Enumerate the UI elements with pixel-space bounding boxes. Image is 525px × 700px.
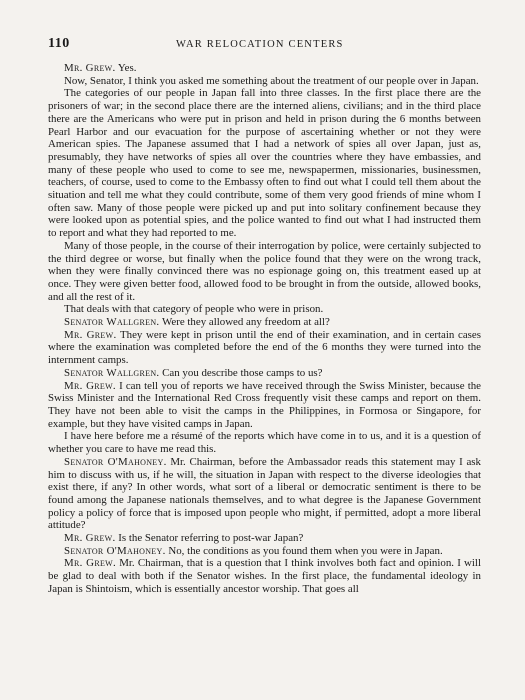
paragraph-text: Now, Senator, I think you asked me something about the treatment of our people over in Japan. [64, 74, 479, 87]
document-body [48, 62, 481, 596]
speaker: Mr. Grew. [64, 379, 116, 392]
speaker: Senator Wallgren. [64, 316, 160, 329]
speaker: Senator Wallgren. [64, 366, 160, 379]
paragraph [48, 367, 481, 380]
speaker: Mr. Grew. [64, 557, 117, 570]
paragraph [48, 456, 481, 532]
paragraph-text: I have here before me a résumé of the reports which have come in to us, and it is a question of whether you care to have me read this. [48, 430, 481, 456]
paragraph-text: The categories of our people in Japan fall into three classes. In the first place there are the prisoners of war; in the second place there are the interned aliens, civilians; and in the third place there are the Americans who were put in prison and held in prison during the 6 months between Pearl Harbor and our evacuation for the purpose of ascertaining whether or not they were American spies. The Japanese assumed that I had a network of spies all over Japan, just as, presumably, they have networks of spies all over the countries where they have embassies, and many of these people who used to come to see me, newspapermen, missionaries, businessmen, teachers, of course, used to come to the Embassy often to find out what I could tell them about the situation and tell me what they could contribute, some of them very good friends of mine whom I often saw. Many of those people were picked up and put into solitary confinement because they were looked upon as potential spies, and the police wanted to find out what I had instructed them to report and what they had reported to me. [48, 87, 481, 240]
speaker: Senator O'Mahoney. [64, 544, 166, 557]
paragraph [48, 557, 481, 595]
paragraph [48, 532, 481, 545]
paragraph [48, 87, 481, 239]
paragraph [48, 545, 481, 558]
paragraph-text: That deals with that category of people who were in prison. [64, 303, 324, 316]
paragraph-text: They were kept in prison until the end of their examination, and in certain cases where the examination was completed before the end of the 6 months they were turned into the internment camps. [48, 328, 481, 367]
speaker: Mr. Grew. [64, 328, 117, 341]
paragraph-text: Yes. [115, 62, 137, 74]
speaker: Mr. Grew. [64, 62, 116, 74]
paragraph-text: Were they allowed any freedom at all? [159, 316, 330, 329]
paragraph [48, 380, 481, 431]
speaker: Senator O'Mahoney. [64, 455, 167, 468]
paragraph [48, 316, 481, 329]
paragraph-text: Mr. Chairman, that is a question that I think involves both fact and opinion. I will be glad to deal with both if the Senator wishes. In the first place, the fundamental ideology in Japan is Shintoism, which is essentially ancestor worship. That goes all [48, 557, 481, 595]
paragraph [48, 62, 481, 75]
paragraph [48, 303, 481, 316]
page-number: 110 [48, 36, 70, 51]
paragraph-text: Can you describe those camps to us? [159, 366, 323, 379]
paragraph-text: No, the conditions as you found them when you were in Japan. [165, 544, 443, 557]
running-head: WAR RELOCATION CENTERS [176, 39, 344, 50]
paragraph [48, 75, 481, 88]
paragraph [48, 329, 481, 367]
page-header [48, 36, 481, 58]
paragraph [48, 430, 481, 455]
paragraph [48, 240, 481, 304]
speaker: Mr. Grew. [64, 532, 116, 545]
paragraph-text: Is the Senator referring to post-war Japan? [115, 532, 304, 545]
paragraph-text: Many of those people, in the course of their interrogation by police, were certainly subjected to the third degree or worse, but finally when the police found that they were on the wrong track, when they were finally convinced there was no espionage going on, this treatment eased up at once. They were given better food, allowed food to be brought in from the outside, allowed books, and all the rest of it. [48, 239, 481, 303]
paragraph-text: Mr. Chairman, before the Ambassador reads this statement may I ask him to discuss with us, if he will, the situation in Japan with respect to the diverse ideologies that exist there, if any? In other words, what sort of a liberal or democratic sentiment is there to be found among the Japanese nationals themselves, and to what degree is the Japanese Government policy a policy of force that is imposed upon people who might, if permitted, adopt a more liberal attitude? [48, 455, 481, 532]
paragraph-text: I can tell you of reports we have received through the Swiss Minister, because the Swiss Minister and the International Red Cross frequently visit these camps and report on them. They have not been able to visit the camps in the Philippines, in Formosa or Singapore, for example, but they have visited camps in Japan. [48, 379, 482, 430]
